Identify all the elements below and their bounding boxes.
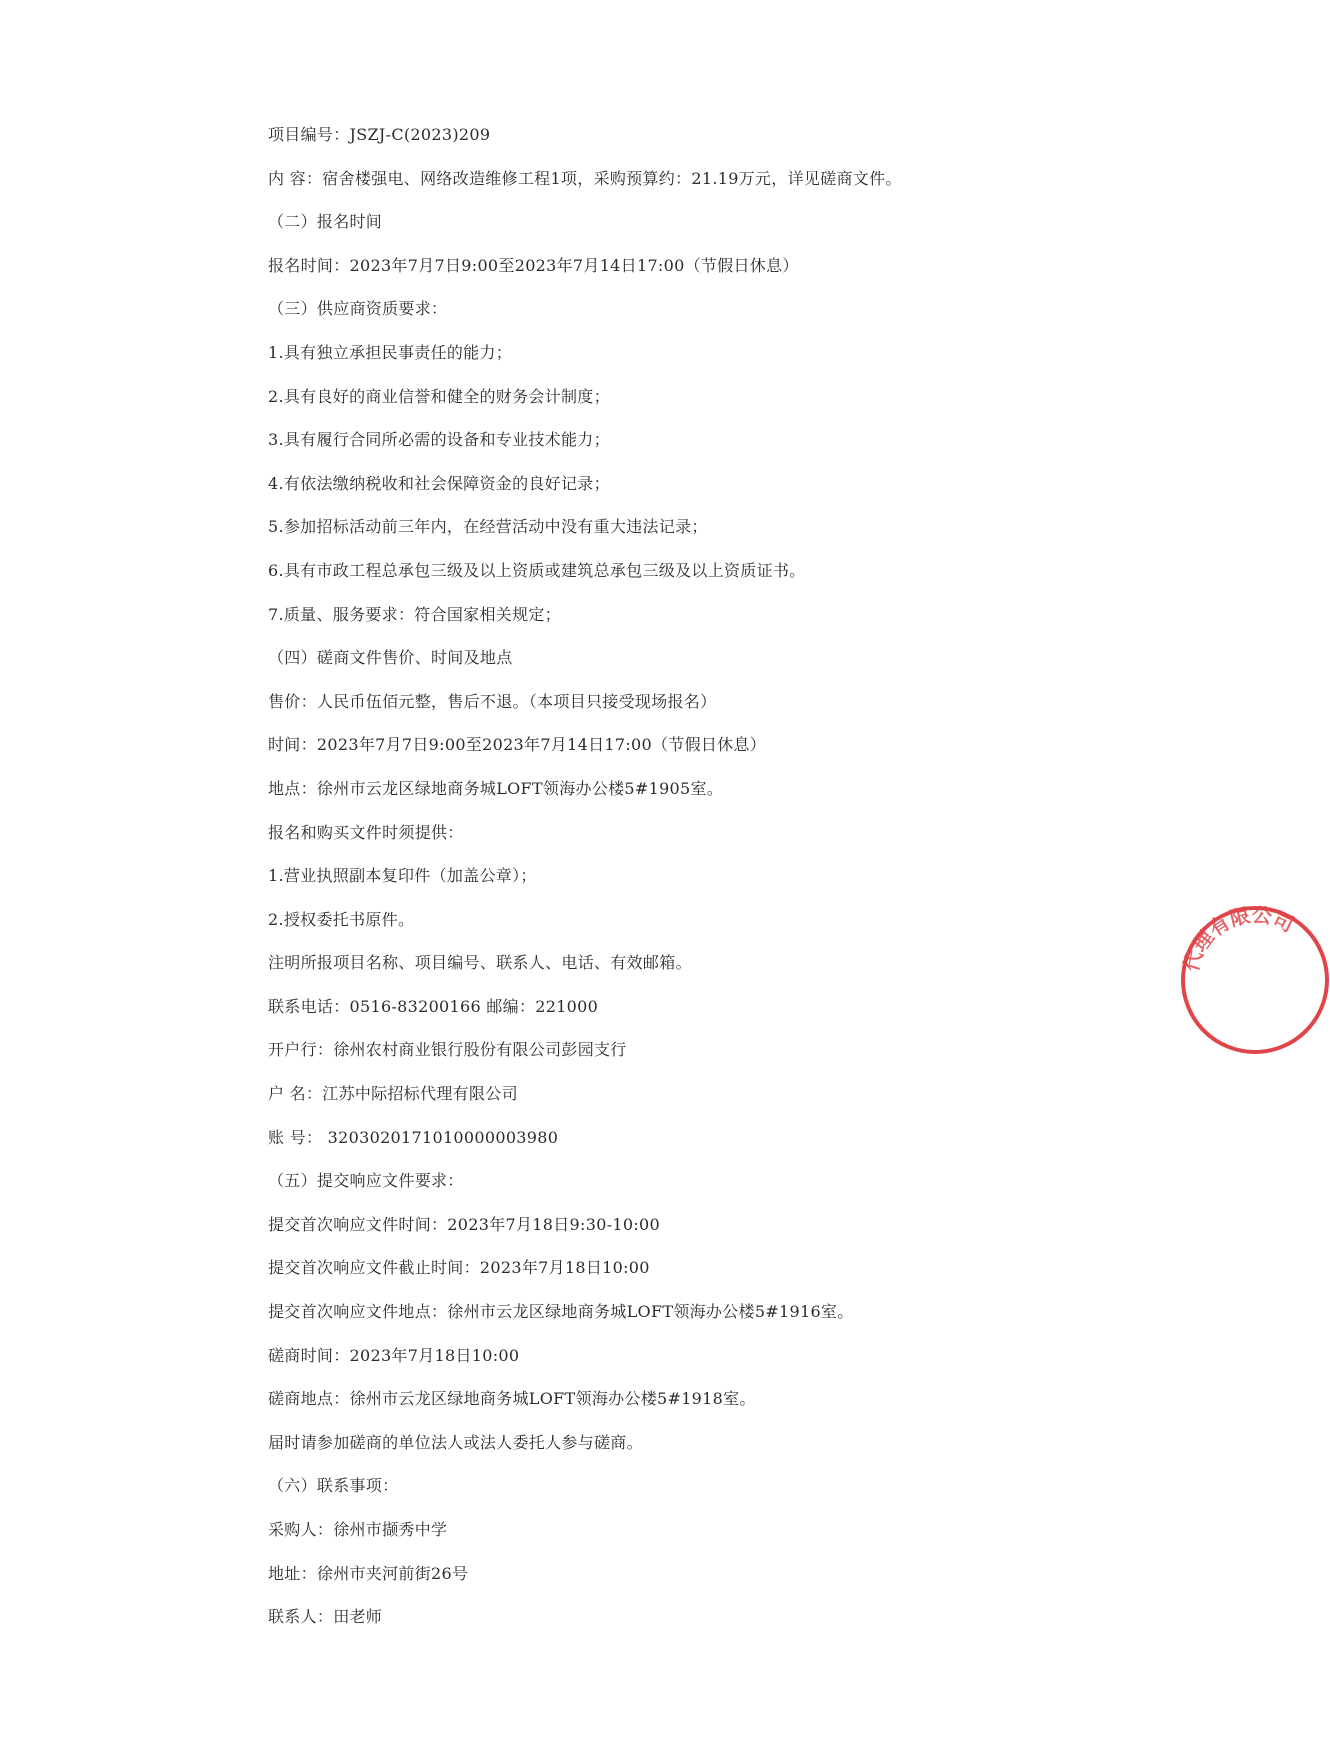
text-line: 1.具有独立承担民事责任的能力； bbox=[268, 342, 513, 362]
text-line: 户 名：江苏中际招标代理有限公司 bbox=[268, 1084, 518, 1104]
text-line: 1.营业执照副本复印件（加盖公章）； bbox=[268, 866, 537, 886]
text-line: 届时请参加磋商的单位法人或法人委托人参与磋商。 bbox=[268, 1432, 643, 1452]
text-line: 2.授权委托书原件。 bbox=[268, 909, 415, 929]
text-line: 联系人：田老师 bbox=[268, 1607, 383, 1627]
company-seal-stamp bbox=[1178, 902, 1330, 1055]
text-line: （三）供应商资质要求： bbox=[268, 299, 448, 319]
text-line: （四）磋商文件售价、时间及地点 bbox=[268, 648, 513, 668]
text-line: 3.具有履行合同所必需的设备和专业技术能力； bbox=[268, 430, 610, 450]
text-line: 时间：2023年7月7日9:00至2023年7月14日17:00（节假日休息） bbox=[268, 735, 767, 755]
text-line: 7.质量、服务要求：符合国家相关规定； bbox=[268, 604, 561, 624]
text-line: （五）提交响应文件要求： bbox=[268, 1171, 464, 1191]
text-line: 磋商地点：徐州市云龙区绿地商务城LOFT领海办公楼5#1918室。 bbox=[268, 1389, 756, 1409]
text-line: 报名时间：2023年7月7日9:00至2023年7月14日17:00（节假日休息） bbox=[268, 255, 799, 275]
text-line: 2.具有良好的商业信誉和健全的财务会计制度； bbox=[268, 386, 610, 406]
text-line: 联系电话：0516-83200166 邮编：221000 bbox=[268, 996, 599, 1016]
text-line: 地址：徐州市夹河前街26号 bbox=[268, 1563, 469, 1583]
svg-text:代理有限公司: 代理有限公司 bbox=[1178, 902, 1298, 975]
text-line: 内 容：宿舍楼强电、网络改造维修工程1项，采购预算约：21.19万元，详见磋商文件。 bbox=[268, 168, 902, 188]
text-line: 提交首次响应文件地点：徐州市云龙区绿地商务城LOFT领海办公楼5#1916室。 bbox=[268, 1302, 854, 1322]
document-body bbox=[268, 125, 1168, 1651]
text-line: 开户行：徐州农村商业银行股份有限公司彭园支行 bbox=[268, 1040, 627, 1060]
text-line: 账 号： 3203020171010000003980 bbox=[268, 1127, 559, 1147]
text-line: 注明所报项目名称、项目编号、联系人、电话、有效邮箱。 bbox=[268, 953, 692, 973]
text-line: （六）联系事项： bbox=[268, 1476, 399, 1496]
text-line: 报名和购买文件时须提供： bbox=[268, 822, 464, 842]
text-line: 4.有依法缴纳税收和社会保障资金的良好记录； bbox=[268, 473, 610, 493]
text-line: 6.具有市政工程总承包三级及以上资质或建筑总承包三级及以上资质证书。 bbox=[268, 560, 806, 580]
text-line: 磋商时间：2023年7月18日10:00 bbox=[268, 1345, 520, 1365]
text-line: 项目编号：JSZJ-C(2023)209 bbox=[268, 125, 491, 144]
text-line: 5.参加招标活动前三年内，在经营活动中没有重大违法记录； bbox=[268, 517, 708, 537]
text-line: 提交首次响应文件截止时间：2023年7月18日10:00 bbox=[268, 1258, 650, 1278]
text-line: 采购人：徐州市撷秀中学 bbox=[268, 1520, 448, 1539]
text-line: 地点：徐州市云龙区绿地商务城LOFT领海办公楼5#1905室。 bbox=[268, 778, 724, 798]
text-line: 提交首次响应文件时间：2023年7月18日9:30-10:00 bbox=[268, 1214, 661, 1234]
text-line: 售价：人民币伍佰元整，售后不退。（本项目只接受现场报名） bbox=[268, 691, 717, 711]
text-line: （二）报名时间 bbox=[268, 212, 383, 232]
